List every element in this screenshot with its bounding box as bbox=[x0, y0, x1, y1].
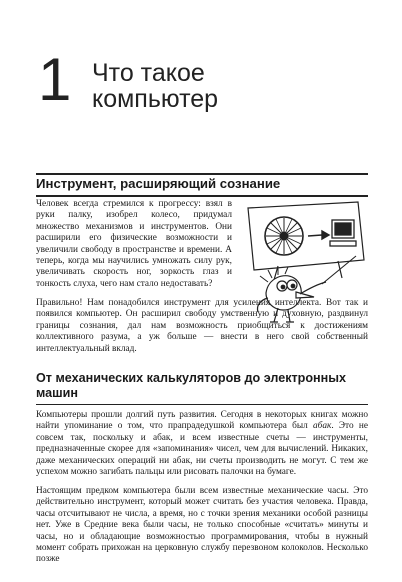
paragraph-progress: Человек всегда стремился к прогрессу: взял в руки палку, изобрел колесо, придумал множество механизмов и инструментов. Они расширили его физические возможности и увеличили свободу в пространстве и времени. А теперь, когда мы научились умножать силу рук, увеличивать скорость ног, зоркость глаз и тонкость слуха, чего нам стало недоставать? bbox=[36, 199, 232, 289]
section-rule-calculators bbox=[36, 404, 368, 405]
paragraph-abacus-emphasis: абак bbox=[313, 421, 332, 432]
paragraph-abacus-text-b: . Это не совсем так, поскольку и абак, и всем известные счеты — инструменты, предназначенные скорее для «запоминания» чисел, чем для вычислений. Никаких, даже механических операций ни абак, ни счеты производить не могут. С тем же успехом можно загибать пальцы или рисовать палочки на бумаге. bbox=[36, 421, 368, 478]
paragraph-clocks: Настоящим предком компьютера были всем известные механические часы. Это действительно инструмент, который может считать без участия человека. Правда, часы отсчитывают не числа, а время, но с точки зрения механики особой разницы нет. Уже в Средние века были часы, не только способные «считать» минуты и часы, но и обладающие возможностью программирования, чтобы в нужный момент собрать прихожан на церковную службу перезвоном колоколов. Несколько позже bbox=[36, 486, 368, 565]
wheel-icon bbox=[265, 217, 303, 255]
section-heading-calculators: От механических калькуляторов до электронных машин bbox=[36, 371, 347, 400]
paragraph-abacus bbox=[36, 410, 368, 478]
chapter-number: 1 bbox=[38, 46, 72, 113]
section-heading-instrument: Инструмент, расширяющий сознание bbox=[36, 176, 281, 191]
computer-icon bbox=[330, 220, 356, 246]
chapter-title: Что такое компьютер bbox=[92, 59, 219, 113]
section-rule-bottom bbox=[36, 195, 368, 197]
section-rule-top bbox=[36, 173, 368, 175]
paragraph-intellect: Правильно! Нам понадобился инструмент для усиления интеллекта. Вот так и появился компьютер. Он расширил свободу умственную и духовную, раздвинул границы сознания, дал нам возможность приобщиться к достижениям коллективного разума, а уж больше — внести в него свой собственный интеллектуальный вклад. bbox=[36, 298, 368, 354]
paragraph-abacus-text-a: Компьютеры прошли долгий путь развития. Сегодня в некоторых книгах можно найти упоминание о том, что прапрадедушкой компьютера был bbox=[36, 410, 368, 432]
